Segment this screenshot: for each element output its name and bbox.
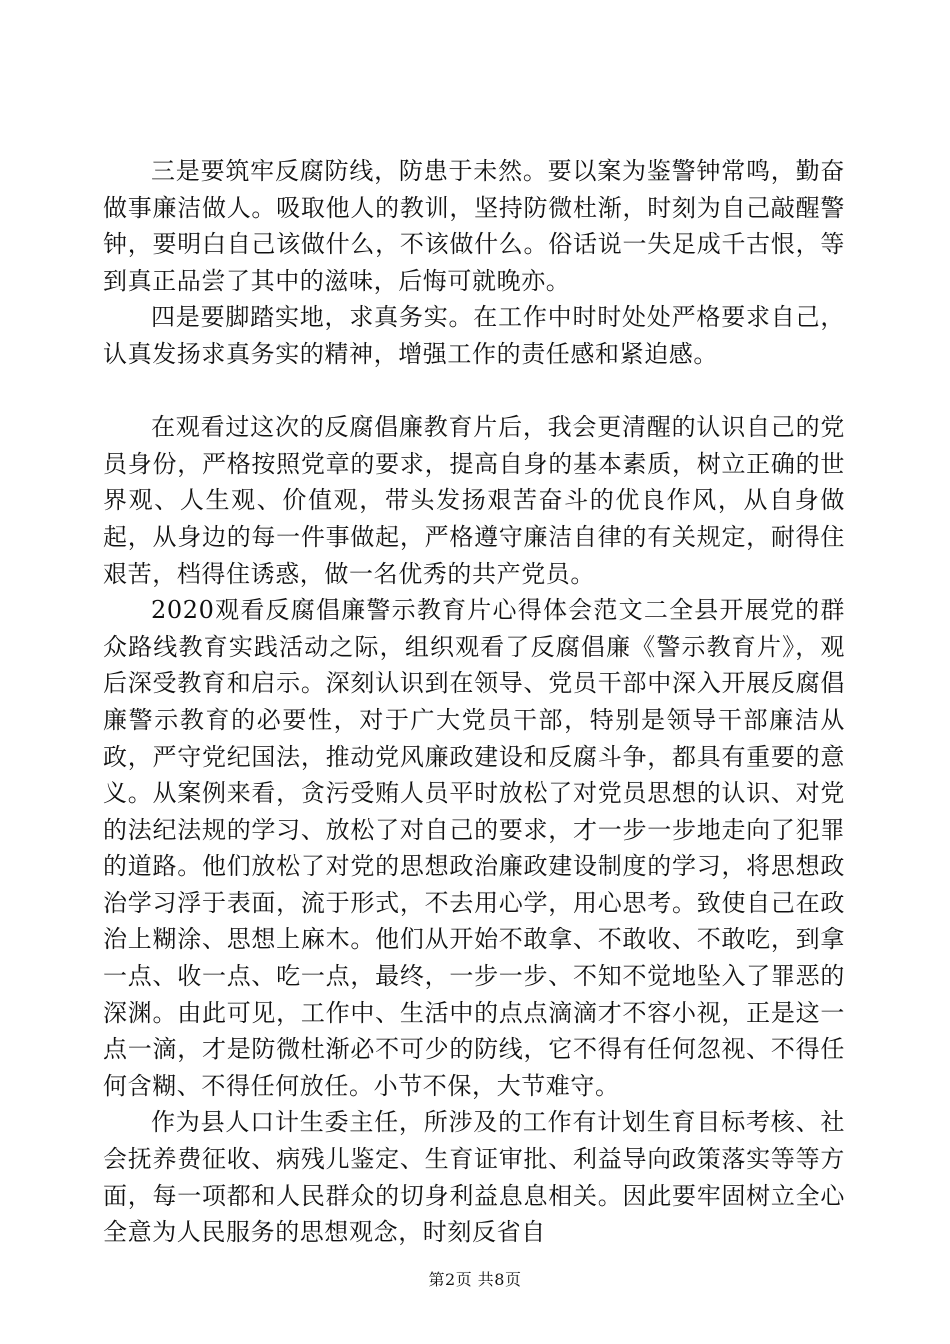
paragraph-practical-work: 四是要脚踏实地，求真务实。在工作中时时处处严格要求自己，认真发扬求真务实的精神，增强工作的责任感和紧迫感。: [103, 303, 845, 368]
paragraph-essay-two: 2020观看反腐倡廉警示教育片心得体会范文二全县开展党的群众路线教育实践活动之际，组织观看了反腐倡廉《警示教育片》，观后深受教育和启示。深刻认识到在领导、党员干部中深入开展反腐倡廉警示教育的必要性，对于广大党员干部，特别是领导干部廉洁从政，严守党纪国法，推动党风廉政建设和反腐斗争，都具有重要的意义。从案例来看，贪污受贿人员平时放松了对党员思想的认识、对党的法纪法规的学习、放松了对自己的要求，才一步一步地走向了犯罪的道路。他们放松了对党的思想政治廉政建设制度的学习，将思想政治学习浮于表面，流于形式，不去用心学，用心思考。致使自己在政治上糊涂、思想上麻木。他们从开始不敢拿、不敢收、不敢吃，到拿一点、收一点、吃一点，最终，一步一步、不知不觉地坠入了罪恶的深渊。由此可见，工作中、生活中的点点滴滴才不容小视，正是这一点一滴，才是防微杜渐必不可少的防线，它不得有任何忽视、不得任何含糊、不得任何放任。小节不保，大节难守。: [103, 596, 845, 1100]
paragraph-party-member-identity: 在观看过这次的反腐倡廉教育片后，我会更清醒的认识自己的党员身份，严格按照党章的要求，提高自身的基本素质，树立正确的世界观、人生观、价值观，带头发扬艰苦奋斗的优良作风，从自身做起，从身边的每一件事做起，严格遵守廉洁自律的有关规定，耐得住艰苦，档得住诱惑，做一名优秀的共产党员。: [103, 413, 845, 588]
paragraph-defense-line: 三是要筑牢反腐防线，防患于未然。要以案为鉴警钟常鸣，勤奋做事廉洁做人。吸取他人的教训，坚持防微杜渐，时刻为自己敲醒警钟，要明白自己该做什么，不该做什么。俗话说一失足成千古恨，等到真正品尝了其中的滋味，后悔可就晚亦。: [103, 157, 845, 295]
page-number-footer: 第2页 共8页: [428, 1270, 522, 1289]
paragraph-director-duties: 作为县人口计生委主任，所涉及的工作有计划生育目标考核、社会抚养费征收、病残儿鉴定、生育证审批、利益导向政策落实等等方面，每一项都和人民群众的切身利益息息相关。因此要牢固树立全心全意为人民服务的思想观念，时刻反省自: [103, 1108, 845, 1247]
document-body: [103, 153, 845, 1251]
paragraph-spacer: [103, 373, 845, 410]
